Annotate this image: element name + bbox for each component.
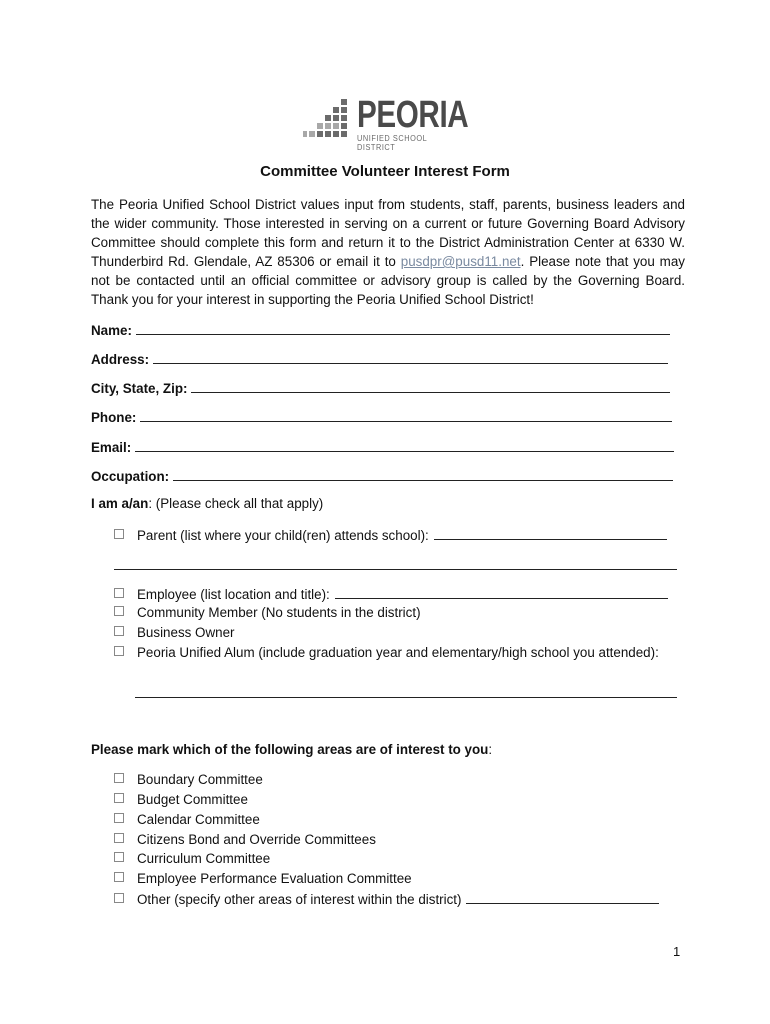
area-option-label: Citizens Bond and Override Committees [137, 832, 376, 847]
option-employee[interactable] [114, 585, 668, 602]
intro-paragraph [91, 195, 685, 309]
option-community-label: Community Member (No students in the district) [137, 605, 421, 620]
phone-field[interactable] [91, 408, 672, 425]
occupation-label: Occupation: [91, 469, 170, 484]
area-option[interactable] [114, 792, 248, 807]
i-am-label: I am a/an [91, 496, 149, 511]
area-option[interactable] [114, 871, 412, 886]
checkbox-icon[interactable] [114, 833, 124, 843]
checkbox-icon[interactable] [114, 626, 124, 636]
option-employee-label: Employee (list location and title): [137, 587, 330, 602]
area-option-label: Curriculum Committee [137, 851, 271, 866]
areas-heading [91, 742, 492, 757]
logo-wordmark: PEORIA [357, 94, 469, 136]
name-field[interactable] [91, 321, 670, 338]
email-line[interactable] [135, 438, 674, 452]
email-label: Email: [91, 440, 132, 455]
area-option-label: Other (specify other areas of interest within the district) [137, 892, 462, 907]
page-number: 1 [673, 944, 681, 959]
other-interest-line[interactable] [466, 890, 659, 904]
form-title: Committee Volunteer Interest Form [260, 163, 510, 180]
checkbox-icon[interactable] [114, 773, 124, 783]
logo-subtitle: UNIFIED SCHOOL DISTRICT [357, 134, 428, 152]
name-label: Name: [91, 323, 132, 338]
checkbox-icon[interactable] [114, 813, 124, 823]
checkbox-icon[interactable] [114, 588, 124, 598]
option-business-label: Business Owner [137, 625, 235, 640]
phone-label: Phone: [91, 410, 137, 425]
checkbox-icon[interactable] [114, 646, 124, 656]
address-line[interactable] [153, 350, 668, 364]
checkbox-icon[interactable] [114, 529, 124, 539]
occupation-field[interactable] [91, 467, 673, 484]
address-field[interactable] [91, 350, 668, 367]
city-state-zip-line[interactable] [191, 379, 670, 393]
alum-details-line[interactable] [135, 697, 677, 698]
email-field[interactable] [91, 438, 674, 455]
area-option-label: Boundary Committee [137, 772, 263, 787]
intro-text-start: The Peoria Unified School District values input from students, staff, parents, business leaders and the wider community. Those interested in serving on a current or future Governing Board Advisory Committee should complete this form and return it to the District Administration Center at 6330 W. Thunderbird Rd. Glendale, AZ 85306 or email it to [91, 197, 685, 269]
address-label: Address: [91, 352, 150, 367]
area-option-label: Calendar Committee [137, 812, 260, 827]
intro-text-end: . Please note that you may not be contacted until an official committee or advisory group is called by the Governing Board. Thank you for your interest in supporting the Peoria Unified School District! [91, 254, 685, 307]
parent-school-line[interactable] [434, 526, 667, 540]
option-parent-label: Parent (list where your child(ren) attends school): [137, 528, 429, 543]
city-state-zip-label: City, State, Zip: [91, 381, 188, 396]
i-am-question [91, 496, 323, 511]
option-parent[interactable] [114, 526, 667, 543]
phone-line[interactable] [140, 408, 672, 422]
areas-heading-suffix: : [488, 742, 493, 757]
area-option-label: Budget Committee [137, 792, 248, 807]
checkbox-icon[interactable] [114, 793, 124, 803]
area-option[interactable] [114, 890, 659, 907]
i-am-hint: : (Please check all that apply) [148, 496, 324, 511]
area-option[interactable] [114, 851, 270, 866]
option-alum-label: Peoria Unified Alum (include graduation year and elementary/high school you attended): [137, 645, 659, 660]
option-community-member[interactable] [114, 605, 421, 620]
area-option[interactable] [114, 812, 260, 827]
checkbox-icon[interactable] [114, 852, 124, 862]
checkbox-icon[interactable] [114, 872, 124, 882]
employee-location-line[interactable] [335, 585, 668, 599]
area-option[interactable] [114, 772, 263, 787]
parent-extra-line[interactable] [114, 569, 677, 570]
area-option[interactable] [114, 832, 376, 847]
option-business-owner[interactable] [114, 625, 235, 640]
name-line[interactable] [136, 321, 670, 335]
areas-heading-text: Please mark which of the following areas are of interest to you [91, 742, 489, 757]
email-link[interactable]: pusdpr@pusd11.net [400, 254, 521, 269]
checkbox-icon[interactable] [114, 606, 124, 616]
area-option-label: Employee Performance Evaluation Committee [137, 871, 412, 886]
city-state-zip-field[interactable] [91, 379, 670, 396]
occupation-line[interactable] [173, 467, 673, 481]
checkbox-icon[interactable] [114, 893, 124, 903]
district-logo [303, 94, 473, 152]
option-alum[interactable] [114, 645, 659, 660]
